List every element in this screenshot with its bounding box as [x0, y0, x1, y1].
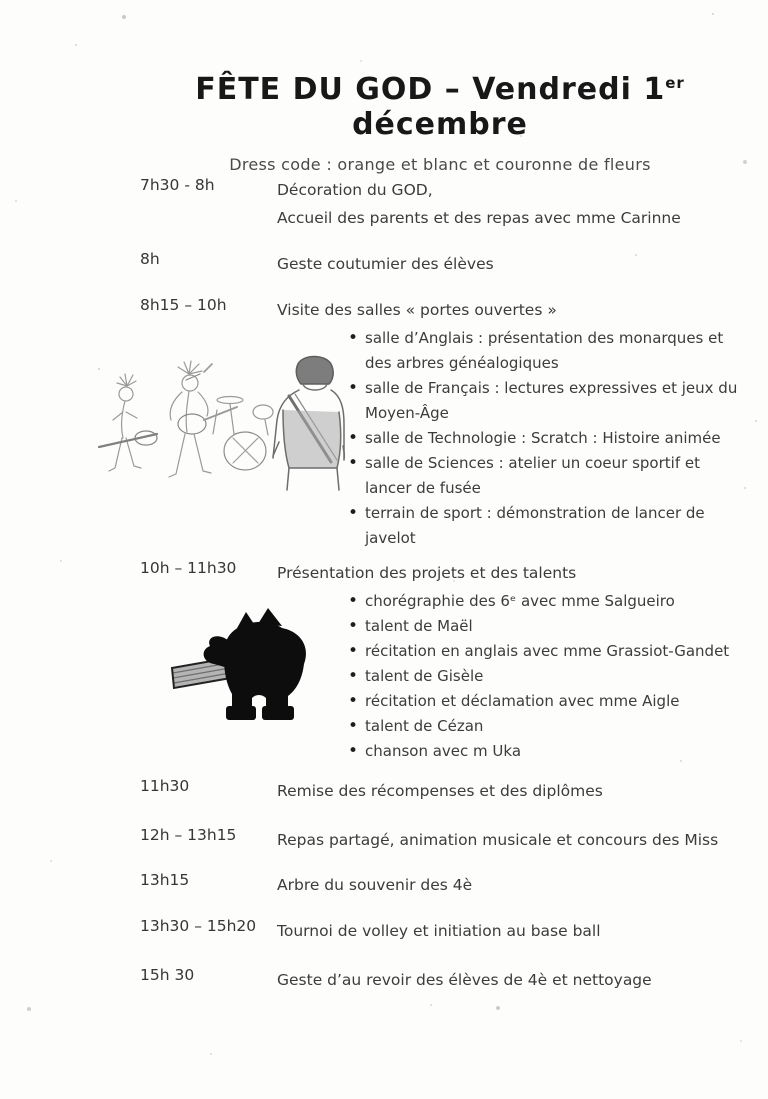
bullet-item: • talent de Cézan [365, 714, 749, 739]
schedule-activity: Décoration du GOD, [277, 181, 433, 199]
document-title: FÊTE DU GOD – Vendredi 1er décembre [195, 72, 685, 142]
schedule-activity: Tournoi de volley et initiation au base ball [277, 922, 601, 940]
bullet-item: • terrain de sport : démonstration de lancer de javelot [365, 501, 749, 551]
schedule-time: 13h30 – 15h20 [140, 917, 257, 935]
schedule-time: 8h15 – 10h [140, 296, 227, 314]
schedule-activity: Remise des récompenses et des diplômes [277, 782, 603, 800]
bullet-item: • chorégraphie des 6ᵉ avec mme Salgueiro [365, 589, 749, 614]
schedule-activity: Geste d’au revoir des élèves de 4è et nettoyage [277, 971, 652, 989]
schedule-time: 8h [140, 250, 160, 268]
bullet-item: • salle de Technologie : Scratch : Histoire animée [365, 426, 749, 451]
schedule-activity: Repas partagé, animation musicale et concours des Miss [277, 831, 719, 849]
activity-bullet-list [277, 589, 749, 764]
dress-code-subtitle: Dress code : orange et blanc et couronne de fleurs [229, 155, 651, 174]
schedule-activity: Présentation des projets et des talents [277, 564, 577, 582]
schedule-time: 11h30 [140, 777, 190, 795]
bullet-item: • talent de Maël [365, 614, 749, 639]
title-superscript: er [665, 74, 685, 92]
schedule-activity: Geste coutumier des élèves [277, 255, 494, 273]
schedule-time: 12h – 13h15 [140, 826, 237, 844]
bullet-item: • récitation en anglais avec mme Grassiot-Gandet [365, 639, 749, 664]
scan-noise [0, 0, 2, 2]
bullet-item: • récitation et déclamation avec mme Aigle [365, 689, 749, 714]
bullet-item: • salle d’Anglais : présentation des monarques et des arbres généalogiques [365, 326, 749, 376]
bullet-item: • talent de Gisèle [365, 664, 749, 689]
schedule-activity: Visite des salles « portes ouvertes » [277, 301, 557, 319]
schedule-activity: Arbre du souvenir des 4è [277, 876, 473, 894]
bullet-item: • salle de Sciences : atelier un coeur sportif et lancer de fusée [365, 451, 749, 501]
schedule-time: 15h 30 [140, 966, 195, 984]
schedule-time: 13h15 [140, 871, 190, 889]
activity-bullet-list [277, 326, 749, 551]
schedule-activity: Accueil des parents et des repas avec mme Carinne [277, 209, 681, 227]
schedule-time: 7h30 - 8h [140, 176, 215, 194]
schedule-time: 10h – 11h30 [140, 559, 237, 577]
bullet-item: • salle de Français : lectures expressives et jeux du Moyen-Âge [365, 376, 749, 426]
bullet-item: • chanson avec m Uka [365, 739, 749, 764]
